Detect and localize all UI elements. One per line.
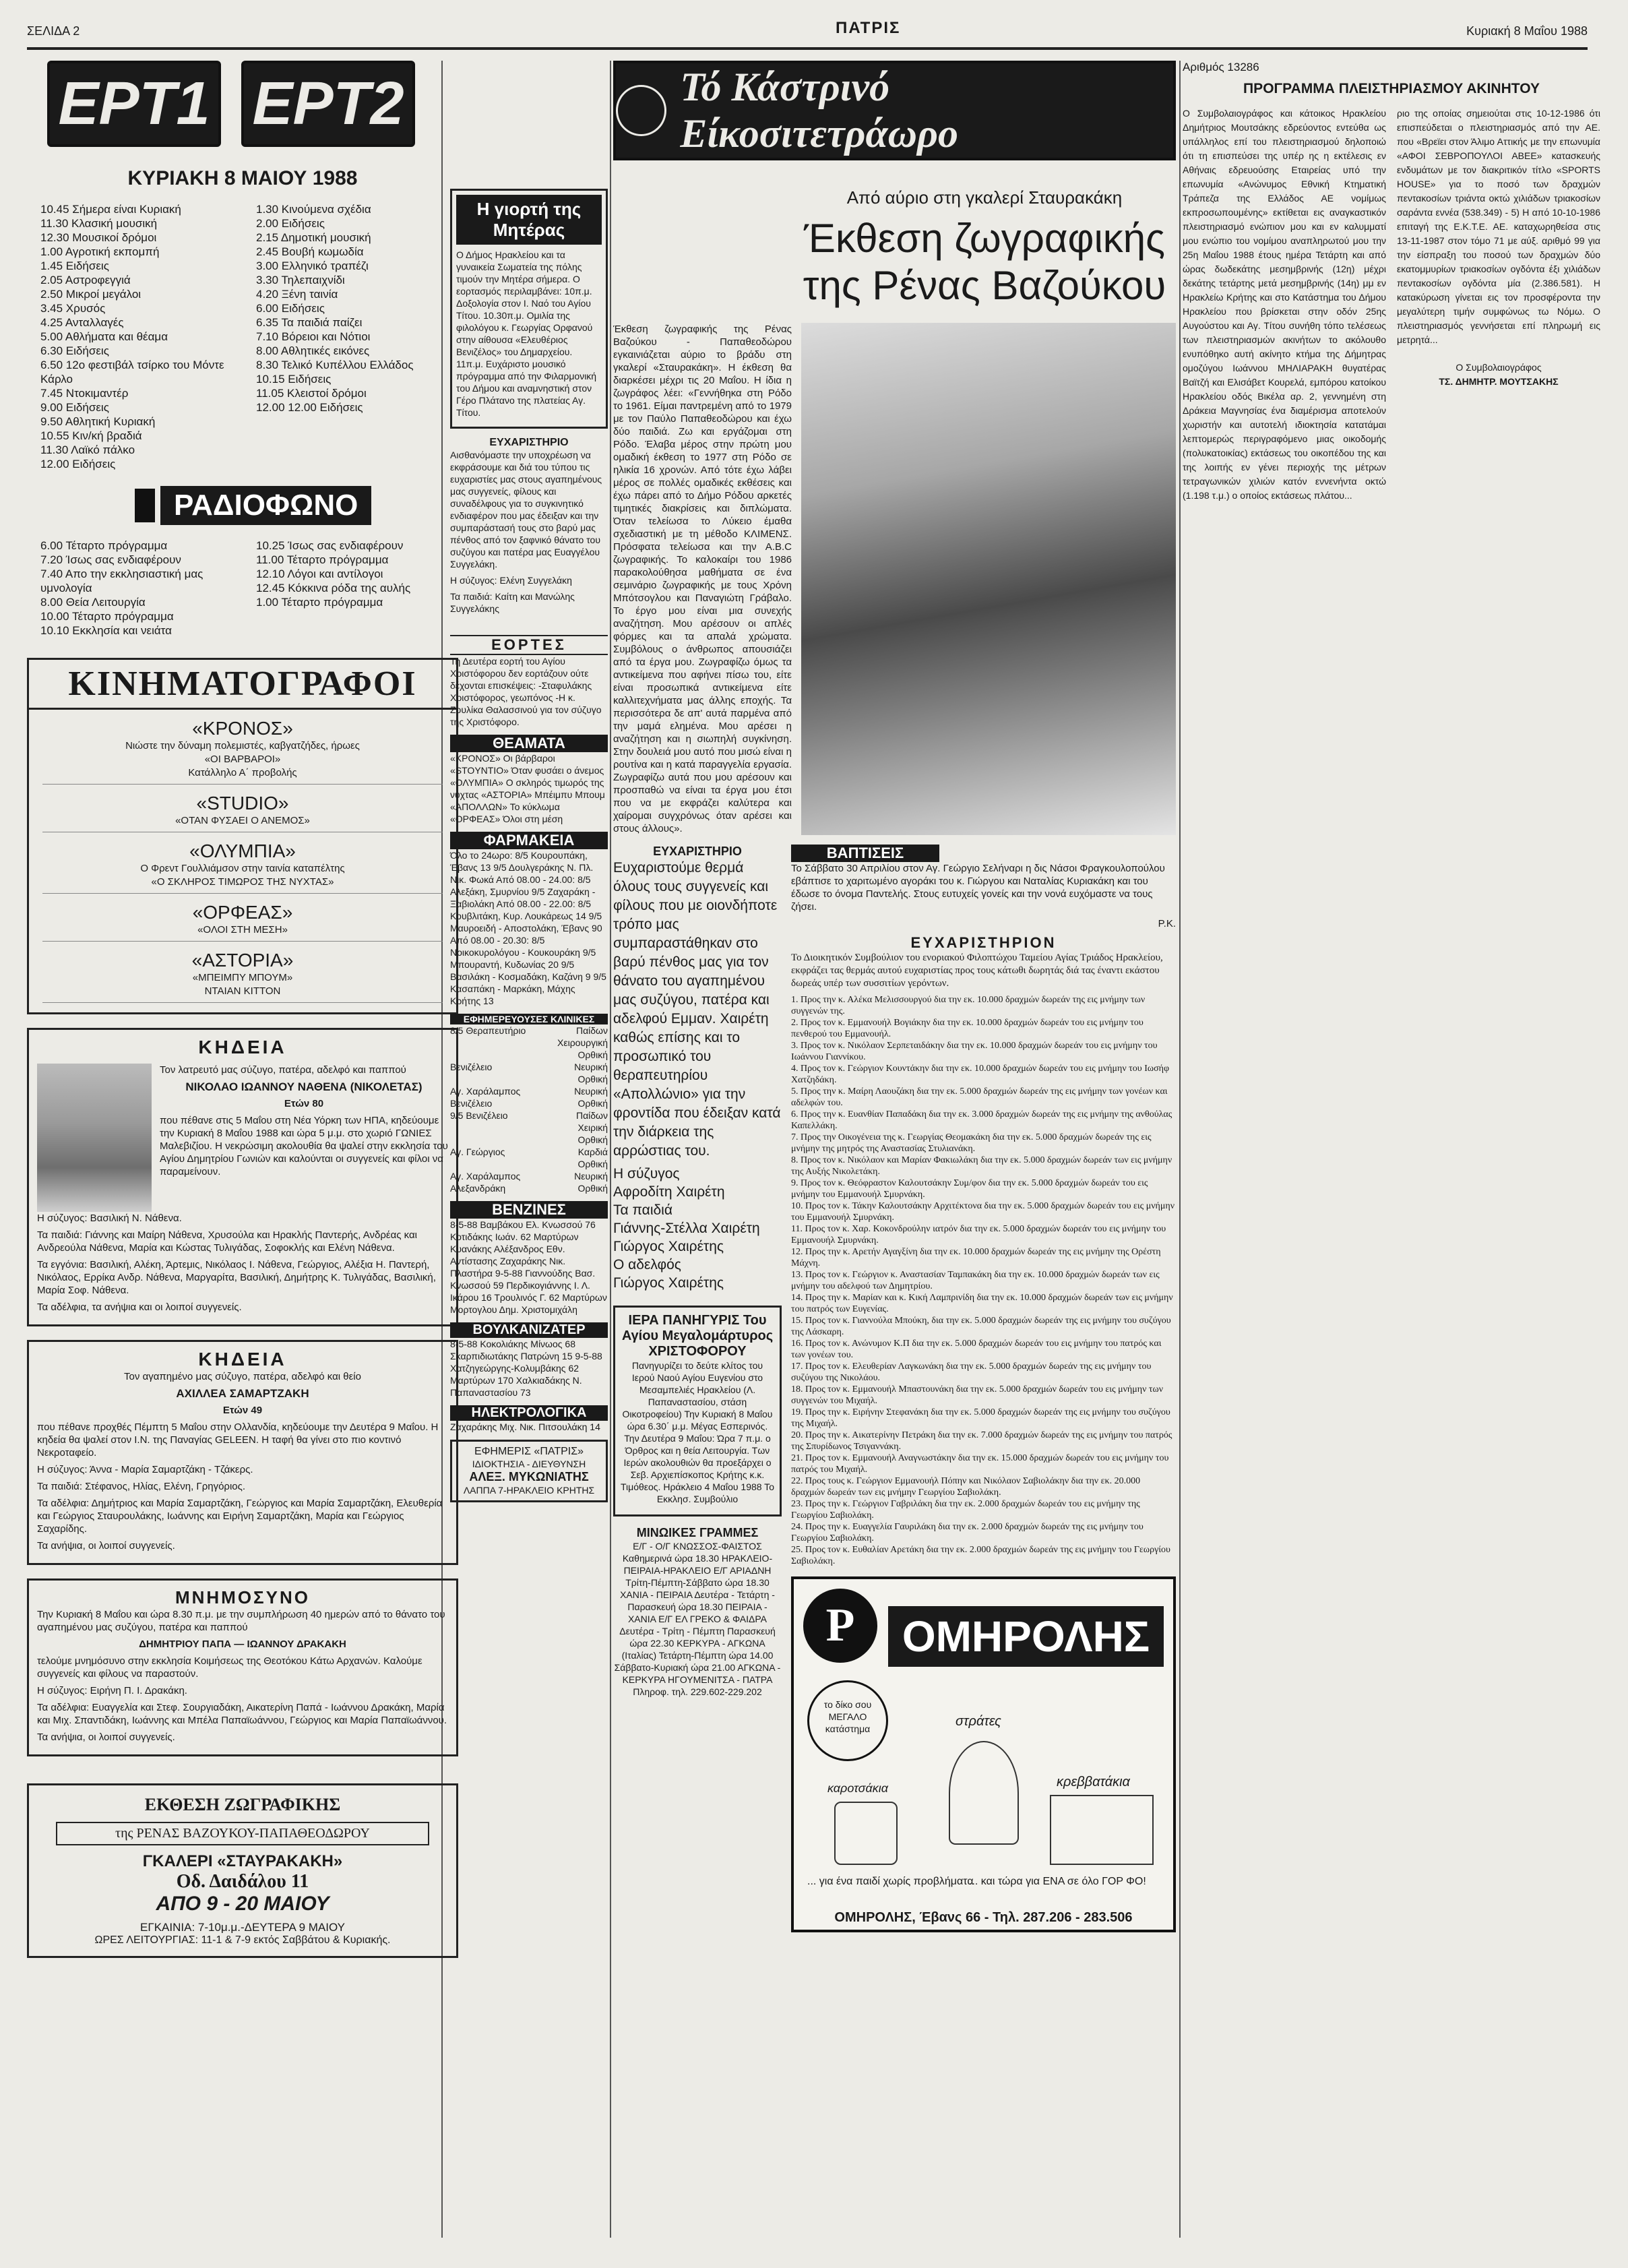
clinic-row bbox=[450, 1073, 608, 1085]
obituary-children: Τα παιδιά: Στέφανος, Ηλίας, Ελένη, Γρηγόριος. bbox=[37, 1481, 246, 1492]
electricians-title: ΗΛΕΚΤΡΟΛΟΓΙΚΑ bbox=[450, 1405, 608, 1421]
schedule-item: 1.00 Τέταρτο πρόγραμμα bbox=[256, 596, 383, 609]
donation-item: 6. Προς την κ. Ευανθίαν Παπαδάκη δια την εκ. 3.000 δραχμών δωρεάν της εις μνήμην της ανθούλας Καπελλάκη. bbox=[791, 1109, 1172, 1131]
exhibition-ad-title: ΕΚΘΕΣΗ ΖΩΓΡΑΦΙΚΗΣ bbox=[144, 1795, 341, 1814]
memorial-spouse: Η σύζυγος: Ειρήνη Π. Ι. Δρακάκη. bbox=[37, 1685, 187, 1696]
clinic-row bbox=[450, 1097, 608, 1109]
clinic-department: Ορθική bbox=[577, 1159, 608, 1169]
obituary-relatives: Τα ανήψια, οι λοιποί συγγενείς. bbox=[37, 1540, 175, 1552]
cinema-info: Κατάλληλο Α΄ προβολής bbox=[188, 767, 297, 778]
deceased-age: Ετών 49 bbox=[222, 1405, 263, 1416]
clinic-department: Παίδων bbox=[575, 1110, 608, 1121]
clinic-hospital: Αγ. Χαράλαμπος bbox=[450, 1086, 521, 1097]
schedule-item: 7.20 Ίσως σας ενδιαφέρουν bbox=[40, 553, 181, 566]
donation-item: 16. Προς τον κ. Ανώνυμον Κ.Π δια την εκ. 5.000 δραχμών δωρεάν του εις μνήμην του πατρός και των γονέων του. bbox=[791, 1339, 1162, 1360]
donation-item: 11. Προς τον κ. Χαρ. Κοκονδρούλην ιατρόν δια την εκ. 5.000 δραχμών δωρεάν του εις μνήμην του Εμμανουήλ Σμυρνάκη. bbox=[791, 1224, 1166, 1246]
clinic-department: Νευρική bbox=[574, 1062, 608, 1072]
pharmacies-box bbox=[450, 832, 608, 1007]
baptism-body: Το Σάββατο 30 Απριλίου στον Αγ. Γεώργιο Σελήναρι η δις Νάσοι Φραγκουλοπούλου εβάπτισε το χαριτωμένο αγοράκι του κ. Γιώργου και Ναταλίας Κυριακάκη και του έδωσε το όνομα Παντελής. Στους ευτυχείς γονείς και την νονά ευχόμαστε να τους ζήσει. bbox=[791, 863, 1165, 913]
donation-item: 22. Προς τους κ. Γεώργιον Εμμανουήλ Πόπην και Νικόλαον Σαβιολάκην δια την εκ. 20.000 δραχμών δωρεάν των εις μνήμην Γεωργίου Σαβιολάκη. bbox=[791, 1476, 1141, 1498]
main-left-notices bbox=[613, 845, 782, 1932]
schedule-item: 2.05 Αστροφεγγιά bbox=[40, 274, 131, 286]
exhibition-ad bbox=[27, 1783, 458, 1958]
memorial-title: ΜΝΗΜΟΣΥΝΟ bbox=[175, 1587, 311, 1607]
issue-date: Κυριακή 8 Μαΐου 1988 bbox=[1466, 24, 1588, 38]
omirolis-ad bbox=[791, 1576, 1176, 1932]
memorial-body: Την Κυριακή 8 Μαΐου και ώρα 8.30 π.μ. με την συμπλήρωση 40 ημερών από το θάνατο του αγαπημένου μας συζύγου, πατέρα και παππού bbox=[37, 1609, 445, 1633]
donation-item: 12. Προς την κ. Αρετήν Αγαγξίνη δια την εκ. 10.000 δραχμών δωρεάν της εις μνήμην της Ορέστη Μάχνη. bbox=[791, 1247, 1161, 1268]
memorial-relatives: Τα ανήψια, οι λοιποί συγγενείς. bbox=[37, 1731, 175, 1743]
schedule-item: 3.00 Ελληνικό τραπέζι bbox=[256, 259, 369, 272]
omirolis-slogan: ... για ένα παιδί χωρίς προβλήματα bbox=[807, 1876, 974, 1887]
obituary-intro: Τον αγαπημένο μας σύζυγο, πατέρα, αδελφό και θείο bbox=[124, 1371, 361, 1382]
schedule-item: 4.25 Ανταλλαγές bbox=[40, 316, 124, 329]
deceased-name: ΝΙΚΟΛΑΟ ΙΩΑΝΝΟΥ ΝΑΘΕΝΑ (ΝΙΚΟΛΕΤΑΣ) bbox=[185, 1080, 422, 1093]
cinema-listing bbox=[42, 894, 443, 942]
cinema-info: «ΜΠΕΙΜΠΥ ΜΠΟΥΜ» bbox=[192, 972, 293, 983]
schedule-item: 3.30 Τηλεπαιχνίδι bbox=[256, 274, 345, 286]
obituary-children: Τα παιδιά: Γιάννης και Μαίρη Νάθενα, Χρυσούλα και Ηρακλής Παντερής, Ανδρέας και Ανδρεούλα Νάθενα, Μαρία και Κώστας Τυλιγάδας, Σοφοκλής και Ελένη Νάθενα. bbox=[37, 1229, 417, 1254]
obituary-relatives: Τα αδέλφια, τα ανήψια και οι λοιποί συγγενείς. bbox=[37, 1301, 242, 1313]
donation-item: 20. Προς την κ. Αικατερίνην Πετράκη δια την εκ. 7.000 δραχμών δωρεάν της εις μνήμην του πατρός της Σπυρίδωνος Τσιγαννάκη. bbox=[791, 1430, 1172, 1452]
schedule-item: 2.45 Βουβή κωμωδία bbox=[256, 245, 364, 258]
publisher-line: ΙΔΙΟΚΤΗΣΙΑ - ΔΙΕΥΘΥΝΣΗ bbox=[472, 1459, 586, 1469]
clinic-department: Παίδων bbox=[575, 1025, 608, 1036]
donation-item: 3. Προς τον κ. Νικόλαον Σερπεταιδάκην δια την εκ. 10.000 δραχμών δωρεάν του εις μνήμην του Ιωάννου Γιαννίκου. bbox=[791, 1041, 1158, 1062]
electricians-box bbox=[450, 1405, 608, 1433]
cinema-name: «ΟΛΥΜΠΙΑ» bbox=[189, 840, 296, 861]
clinic-hospital: Αγ. Χαράλαμπος bbox=[450, 1171, 521, 1182]
donation-item: 24. Προς την κ. Ευαγγελία Γαυριλάκη δια την εκ. 2.000 δραχμών δωρεάν της εις μνήμην του Γεωργίου Σαβιολάκη. bbox=[791, 1522, 1144, 1543]
pharmacies-body: Όλο το 24ωρο: 8/5 Κουρουπάκη, Έβανς 13 9/5 Δουλγεράκης Ν. Πλ. Νικ. Φωκά Από 08.00 - 24.00: 8/5 Αλεξάκη, Σμυρνίου 9/5 Ζαχαράκη - Ξαβιολάκη Από 08.00 - 22.00: 8/5 Κουβλιτάκη, Κυρ. Λουκάρεως 14 9/5 Μαυροειδή - Αποστολάκη, Έβανς 90 Από 08.00 - 20.30: 8/5 Νοικοκυρολόγου - Κουκουράκη 9/5 Μπουραντή, Κυδωνίας 20 9/5 Βασιλάκη - Κοσμαδάκη, Καζάνη 9 9/5 Κασαπάκη - Μαρκάκη, Μάχης Κρήτης 13 bbox=[450, 850, 606, 1006]
cinema-listing bbox=[42, 785, 443, 832]
exhibition-ad-hours: ΩΡΕΣ ΛΕΙΤΟΥΡΓΙΑΣ: 11-1 & 7-9 εκτός Σαββάτου & Κυριακής. bbox=[94, 1934, 391, 1946]
signature-line: Τα παιδιά bbox=[613, 1202, 672, 1218]
omirolis-logo-icon: Ρ bbox=[803, 1589, 877, 1663]
cinema-name: «ΑΣΤΟΡΙΑ» bbox=[191, 950, 294, 971]
electricians-body: Ζαχαράκης Μιχ. Νικ. Πιτσουλάκη 14 bbox=[450, 1421, 600, 1432]
donation-item: 8. Προς τον κ. Νικόλαον και Μαρίαν Φακιωλάκη δια την εκ. 5.000 δραχμών δωρεάν των εις μνήμην της Αυξής Νικολετάκη. bbox=[791, 1155, 1172, 1177]
donation-item: 14. Προς την κ. Μαρίαν και κ. Κική Λαμπρινίδη δια την εκ. 10.000 δραχμών δωρεάν των εις μνήμην του πατρός των Ευγενίας. bbox=[791, 1293, 1173, 1314]
mothers-day-title: Η γιορτή της Μητέρας bbox=[456, 195, 602, 245]
schedule-item: 6.00 Τέταρτο πρόγραμμα bbox=[40, 539, 168, 552]
column-notices bbox=[445, 61, 613, 2238]
mothers-day-box bbox=[450, 189, 608, 429]
auction-title: ΠΡΟΓΡΑΜΜΑ ΠΛΕΙΣΤΗΡΙΑΣΜΟΥ ΑΚΙΝΗΤΟΥ bbox=[1243, 81, 1540, 96]
donation-item: 18. Προς τον κ. Εμμανουήλ Μπαστουνάκη δια την εκ. 5.000 δραχμών δωρεάν του εις μνήμην των συγγενών του Μιχαήλ. bbox=[791, 1384, 1164, 1406]
clinic-row bbox=[450, 1134, 608, 1146]
auction-signer: ΤΣ. ΔΗΜΗΤΡ. ΜΟΥΤΣΑΚΗΣ bbox=[1439, 376, 1559, 387]
cinema-info: Ο Φρεντ Γουλλιάμσον στην ταινία καταπέλτης bbox=[140, 863, 345, 874]
obituary-samartzakis bbox=[27, 1340, 458, 1565]
masthead-title: Τό Κάστρινό Είκοσιτετράωρο bbox=[680, 65, 958, 156]
cinema-listing bbox=[42, 832, 443, 894]
exhibition-ad-gallery: ΓΚΑΛΕΡΙ «ΣΤΑΥΡΑΚΑΚΗ» bbox=[142, 1852, 343, 1870]
schedule-item: 6.35 Τα παιδιά παίζει bbox=[256, 316, 363, 329]
schedule-item: 8.00 Θεία Λειτουργία bbox=[40, 596, 146, 609]
cinema-name: «ΚΡΟΝΟΣ» bbox=[192, 718, 293, 739]
donation-item: 2. Προς τον κ. Εμμανουήλ Βογιάκην δια την εκ. 10.000 δραχμών δωρεάν του εις μνήμην του πενθερού του Εμμανουήλ. bbox=[791, 1018, 1144, 1039]
clinic-department: Ορθική bbox=[577, 1134, 608, 1145]
obituary-grandchildren: Τα εγγόνια: Βασιλική, Αλέκη, Άρτεμις, Νικόλαος Ι. Νάθενα, Γεώργιος, Αλέξια Η. Παντερή, Νικόλαος, Ερρίκα Ανδρ. Νάθενα, Μαργαρίτα, Βασιλική, Δημήτρης Κ. Τυλιγάδας, Βασιλική, Μαρία Σοφ. Νάθενα. bbox=[37, 1259, 436, 1296]
donation-item: 17. Προς τον κ. Ελευθερίαν Λαγκωνάκη δια την εκ. 5.000 δραχμών δωρεάν της εις μνήμην του συζύγου της Νικολάου. bbox=[791, 1361, 1152, 1383]
clinic-hospital: Βενιζέλειο bbox=[450, 1098, 493, 1109]
deceased-name: ΑΧΙΛΛΕΑ ΣΑΜΑΡΤΖΑΚΗ bbox=[176, 1387, 309, 1400]
fuel-body: 8-5-88 Βαμβάκου Ελ. Κνωσσού 76 Κοτιδάκης Ιωάν. 62 Μαρτύρων Κυανάκης Αλέξανδρος Εθν. Αντίστασης Ζαχαράκης Νικ. Πλαστήρα 9-5-88 Γιαννούδης Βασ. Κνωσσού 59 Περδικογιάννης Ι. Λ. Ικάρου 16 Τρουλινός Γ. 62 Μαρτύρων Μορτογλου Δημ. Χριστομιχάλη bbox=[450, 1219, 607, 1315]
signature-line: Η σύζυγος bbox=[613, 1166, 680, 1182]
ert2-logo: ΕΡΤ2 bbox=[241, 61, 415, 147]
publisher-address: ΛΑΠΠΑ 7-ΗΡΑΚΛΕΙΟ ΚΡΗΤΗΣ bbox=[463, 1485, 595, 1496]
publisher-box bbox=[450, 1440, 608, 1502]
panigyris-box bbox=[613, 1306, 782, 1516]
main-lower bbox=[613, 845, 1176, 1932]
radio-banner bbox=[135, 486, 458, 525]
schedule-item: 5.00 Αθλήματα και θέαμα bbox=[40, 330, 168, 343]
clinic-row bbox=[450, 1182, 608, 1194]
schedule-item: 10.55 Κιν/κή βραδιά bbox=[40, 429, 142, 442]
ferries-body: Ε/Γ - Ο/Γ ΚΝΩΣΣΟΣ-ΦΑΙΣΤΟΣ Καθημερινά ώρα 18.30 ΗΡΑΚΛΕΙΟ-ΠΕΙΡΑΙΑ-ΗΡΑΚΛΕΙΟ Ε/Γ ΑΡΙΑΔΝΗ Τρίτη-Πέμπτη-Σάββατο ώρα 18.30 ΧΑΝΙΑ - ΠΕΙΡΑΙΑ Δευτέρα - Τετάρτη - Παρασκευή ώρα 18.30 ΠΕΙΡΑΙΑ - ΧΑΝΙΑ Ε/Γ ΕΛ ΓΡΕΚΟ & ΦΑΙΔΡΑ Δευτέρα - Τρίτη - Πέμπτη Παρασκευή ώρα 22.30 ΚΕΡΚΥΡΑ - ΑΓΚΩΝΑ (Ιταλίας) Τετάρτη-Πέμπτη ώρα 14.00 Σάββατο-Κυριακή ώρα 21.00 ΑΓΚΩΝΑ - ΚΕΡΚΥΡΑ ΗΓΟΥΜΕΝΙΤΣΑ - ΠΑΤΡΑ Πληροφ. τηλ. 229.602-229.202 bbox=[614, 1541, 781, 1697]
omirolis-ad-star: το δίκο σου ΜΕΓΑΛΟ κατάστημα bbox=[807, 1680, 888, 1761]
obituary-spouse: Η σύζυγος: Άννα - Μαρία Σαμαρτζάκη - Τζάκερς. bbox=[37, 1464, 253, 1475]
clinic-department: Χειρική bbox=[577, 1122, 608, 1133]
schedule-item: 9.00 Ειδήσεις bbox=[40, 401, 109, 414]
story-headline: Έκθεση ζωγραφικής της Ρένας Βαζούκου bbox=[803, 216, 1166, 308]
signature-line: Αφροδίτη Χαιρέτη bbox=[613, 1184, 725, 1200]
page-header bbox=[27, 20, 1588, 50]
clinic-row bbox=[450, 1085, 608, 1097]
clinic-row bbox=[450, 1037, 608, 1049]
cinema-info: Νιώστε την δύναμη πολεμιστές, καβγατζήδες, ήρωες bbox=[125, 740, 360, 752]
cinema-info: «ΟΛΟΙ ΣΤΗ ΜΕΣΗ» bbox=[197, 924, 288, 936]
ad-item-cribs: κρεββατάκια bbox=[1057, 1775, 1130, 1789]
schedule-item: 11.30 Κλασική μουσική bbox=[40, 217, 158, 230]
cinema-info: ΝΤΑΙΑΝ ΚΙΤΤΟΝ bbox=[204, 985, 281, 997]
schedule-item: 12.10 Λόγοι και αντίλογοι bbox=[256, 568, 383, 580]
auction-signature: Ο Συμβολαιογράφος bbox=[1455, 362, 1542, 373]
radio-schedule-right bbox=[256, 539, 458, 638]
memorial-siblings: Τα αδέλφια: Ευαγγελία και Στεφ. Σουργιαδάκη, Αικατερίνη Παπά - Ιωάννου Δρακάκη, Μαρία και Μιχ. Σπαντιδάκη, Ιωάννης και Μπέλα Παπαϊωάννου, Γεώργιος και Μαρία Παπαϊωάννου. bbox=[37, 1702, 447, 1726]
schedule-item: 10.10 Εκκλησία και νειάτα bbox=[40, 624, 172, 637]
thanks-syggelakis bbox=[450, 437, 608, 615]
schedule-item: 12.45 Κόκκινα ρόδα της αυλής bbox=[256, 582, 411, 594]
cinemas-list bbox=[29, 710, 456, 1003]
ferries-title: ΜΙΝΩΙΚΕΣ ΓΡΑΜΜΕΣ bbox=[636, 1526, 759, 1539]
cinema-info: «ΟΤΑΝ ΦΥΣΑΕΙ Ο ΑΝΕΜΟΣ» bbox=[175, 815, 310, 826]
donation-item: 25. Προς τον κ. Ευθαλίαν Αρετάκη δια την εκ. 2.000 δραχμών δωρεάν της εις μνήμην του Γεωργίου Σαβιολάκη. bbox=[791, 1545, 1170, 1566]
thanks-hairetis-body: Ευχαριστούμε θερμά όλους τους συγγενείς και φίλους που με οιονδήποτε τρόπο μας συμπαραστάθηκαν στο βαρύ πένθος μας για τον θάνατο του αγαπημένου μας συζύγου, πατέρα και αδελφού Εμμαν. Χαιρέτη καθώς επίσης και το προσωπικό του θεραπευτηρίου «Απολλώνιο» για την φροντίδα που έδειξαν κατά την διάρκεια της αρρώστιας του. bbox=[613, 860, 781, 1159]
clinic-hospital: Αγ. Γεώργιος bbox=[450, 1146, 505, 1157]
donation-item: 15. Προς τον κ. Γιαννούλα Μπούκη, δια την εκ. 5.000 δραχμών δωρεάν της εις μνήμην του συζύγου της Λάσκαρη. bbox=[791, 1316, 1171, 1337]
donation-item: 5. Προς την κ. Μαίρη Λαουζάκη δια την εκ. 5.000 δραχμών δωρεάν της εις μνήμην των γονέων και αδελφών του. bbox=[791, 1086, 1168, 1108]
clinics-box bbox=[450, 1014, 608, 1194]
schedule-item: 10.25 Ίσως σας ενδιαφέρουν bbox=[256, 539, 404, 552]
ad-item-walkers: στράτες bbox=[956, 1714, 1001, 1729]
thanks-charity-title: ΕΥΧΑΡΙΣΤΗΡΙΟΝ bbox=[910, 934, 1057, 951]
schedule-item: 7.10 Βόρειοι και Νότιοι bbox=[256, 330, 371, 343]
exhibition-ad-street: Οδ. Δαιδάλου 11 bbox=[176, 1871, 309, 1892]
radio-icon bbox=[135, 489, 155, 522]
clinic-department: Ορθική bbox=[577, 1098, 608, 1109]
signature-line: Γιάννης-Στέλλα Χαιρέτη bbox=[613, 1221, 760, 1236]
schedule-item: 2.15 Δημοτική μουσική bbox=[256, 231, 371, 244]
clinic-row bbox=[450, 1061, 608, 1073]
schedule-item: 9.50 Αθλητική Κυριακή bbox=[40, 415, 156, 428]
schedule-item: 4.20 Ξένη ταινία bbox=[256, 288, 338, 301]
column-auction bbox=[1183, 61, 1600, 2238]
thanks-hairetis-signatures bbox=[613, 1165, 782, 1292]
clinic-hospital: 8/5 Θεραπευτήριο bbox=[450, 1025, 526, 1036]
column-tv-cinema-obituaries bbox=[27, 61, 458, 2238]
signature-line: Γιώργος Χαιρέτης bbox=[613, 1275, 724, 1291]
panigyris-title: ΙΕΡΑ ΠΑΝΗΓΥΡΙΣ Του Αγίου Μεγαλομάρτυρος ΧΡΙΣΤΟΦΟΡΟΥ bbox=[621, 1313, 774, 1359]
baptism-title: ΒΑΠΤΙΣΕΙΣ bbox=[791, 845, 939, 862]
story-kicker: Από αύριο στη γκαλερί Σταυρακάκη bbox=[846, 187, 1123, 208]
auction-body-right-text: ριο της οποίας σημειούται στις 10-12-1986 ότι επισπεύδεται ο πλειστηριασμός από την ΑΕ. που «Βρεϊει στον Άλιμο Αττικής με την επωνυμία «ΑΦΟΙ ΣΕΒΡΟΠΟΥΛΟΙ ΑΒΕΕ» κατασκευής ενδυμάτων με τον διακριτικόν τίτλο «SPORTS HOUSE» για το ποσό των δραχμών πεντακοσίων τριάντα οκτώ χιλιάδων τριακοσίων σαράντα εννέα (538.349) - 5) Η από 10-10-1986 επιταγή της Ε.Κ.Τ.Ε. ΑΕ. καταχωρηθείσα στις 13-11-1987 στον τόμο 71 με αύξ. αριθμό 99 για την είσπραξη του ποσού των δραχμών δύο εκατομμυρίων τριακοσίων ογδόντα έξι χιλιάδων πεντακοσίων ογδόντα μία (2.386.581). Η κατακύρωση γίνεται εις τον προσφέροντα την μεγαλύτερη τιμήν συμφώνως τω Νόμω. Ο πλειστηριασμός γεννήσεται επί πληρωμή εις μετρητά... bbox=[1397, 108, 1600, 345]
auction-body-right bbox=[1397, 106, 1600, 503]
ferries-box bbox=[613, 1526, 782, 1698]
exhibition-ad-artist: της ΡΕΝΑΣ ΒΑΖΟΥΚΟΥ-ΠΑΠΑΘΕΟΔΩΡΟΥ bbox=[56, 1822, 429, 1845]
memorial-body2: τελούμε μνημόσυνο στην εκκλησία Κοιμήσεως της Θεοτόκου Κάτω Αρχανών. Καλούμε συγγενείς και φίλους να παραστούν. bbox=[37, 1655, 422, 1680]
walker-icon bbox=[949, 1741, 1019, 1845]
cinema-name: «ΟΡΦΕΑΣ» bbox=[192, 902, 293, 923]
donation-item: 21. Προς τον κ. Εμμανουήλ Αναγνωστάκην δια την εκ. 15.000 δραχμών δωρεάν του εις μνήμην του πατρός του Μιχαήλ. bbox=[791, 1453, 1169, 1475]
holidays-title: ΕΟΡΤΕΣ bbox=[450, 635, 608, 655]
obituary-siblings: Τα αδέλφια: Δημήτριος και Μαρία Σαμαρτζάκη, Γεώργιος και Μαρία Σαμαρτζάκη, Ελευθερία και Γεώργιος Σταυρουλάκης, Ιωάννης και Ειρήνη Σαμαρτζάκη, Μαρία και Γεώργιος Σαχαρίδης. bbox=[37, 1498, 443, 1535]
section-masthead bbox=[613, 61, 1176, 160]
schedule-item: 1.30 Κινούμενα σχέδια bbox=[256, 203, 371, 216]
memorial-notice bbox=[27, 1579, 458, 1756]
thanks-body: Αισθανόμαστε την υποχρέωση να εκφράσουμε και διά του τύπου τις ευχαριστίες μας στους αγαπημένους μας συγγενείς, φίλους και συναδέλφους για το συγκινητικό ενδιαφέρον που μας έδειξαν και την συμπαράστασή τους στο βαρύ μας πένθος από τον ξαφνικό θάνατο του συζύγου και πατέρα μας Ευαγγέλου Συγγελάκη. bbox=[450, 450, 602, 570]
cinemas-title: ΚΙΝΗΜΑΤΟΓΡΑΦΟΙ bbox=[29, 660, 456, 710]
schedule-item: 1.00 Αγροτική εκπομπή bbox=[40, 245, 160, 258]
omirolis-ad-title: ΟΜΗΡΟΛΗΣ bbox=[888, 1606, 1164, 1667]
donation-item: 7. Προς την Οικογένεια της κ. Γεωργίας Θεομακάκη δια την εκ. 5.000 δραχμών δωρεάν της εις μνήμην της μητρός της Αναστασίας Στυλιανάκη. bbox=[791, 1132, 1152, 1154]
schedule-item: 6.50 12ο φεστιβάλ τσίρκο του Μόντε Κάρλο bbox=[40, 359, 224, 386]
tv-date: ΚΥΡΙΑΚΗ 8 ΜΑΙΟΥ 1988 bbox=[127, 167, 358, 189]
signature-line: Ο αδελφός bbox=[613, 1257, 681, 1273]
schedule-item: 11.30 Λαϊκό πάλκο bbox=[40, 443, 135, 456]
radio-schedule-left bbox=[40, 539, 243, 638]
clinic-hospital: 9/5 Βενιζέλειο bbox=[450, 1110, 508, 1121]
clinic-department: Ορθική bbox=[577, 1183, 608, 1194]
donation-item: 1. Προς την κ. Αλέκα Μελισσουργού δια την εκ. 10.000 δραχμών δωρεάν της εις μνήμην των συγγενών της. bbox=[791, 995, 1146, 1016]
publisher-title: ΕΦΗΜΕΡΙΣ «ΠΑΤΡΙΣ» bbox=[474, 1446, 584, 1457]
mothers-day-body: Ο Δήμος Ηρακλείου και τα γυναικεία Σωματεία της πόλης τιμούν την Μητέρα σήμερα. Ο εορτασμός περιλαμβάνει: 10π.μ. Δοξολογία στον Ι. Ναό του Αγίου Τίτου. 10.30π.μ. Ομιλία της φιλολόγου κ. Γεωργίας Ορφανού στην αίθουσα «Ελευθέριος Βενιζέλος» του Δημαρχείου. 11π.μ. Ευχάριστο μουσικό πρόγραμμα από την Φιλαρμονική του Δήμου και αναμνηστική στον Γέρο Πλάτανο της πλατείας Αγ. Τίτου. bbox=[456, 249, 597, 418]
cinemas-box bbox=[27, 658, 458, 1014]
painting-photo bbox=[801, 323, 1176, 835]
schedule-item: 10.15 Ειδήσεις bbox=[256, 373, 332, 386]
page-number: ΣΕΛΙΔΑ 2 bbox=[27, 24, 80, 38]
vulcanizers-body: 8-5-88 Κοκολιάκης Μίνωος 68 Σκαρπιδιωτάκης Πατρώνη 15 9-5-88 Χατζηγεώργης-Κολυμβάκης 62 Μαρτύρων 170 Χαλκιαδάκης Ν. Παπαναστασίου 73 bbox=[450, 1339, 602, 1398]
exhibition-ad-dates: ΑΠΟ 9 - 20 ΜΑΙΟΥ bbox=[156, 1893, 330, 1915]
notice-number: Αριθμός 13286 bbox=[1183, 61, 1259, 73]
portrait-photo bbox=[37, 1064, 152, 1212]
clinic-row bbox=[450, 1170, 608, 1182]
schedule-item: 6.30 Ειδήσεις bbox=[40, 344, 109, 357]
ert1-schedule bbox=[40, 202, 243, 471]
vulcanizers-box bbox=[450, 1322, 608, 1399]
donation-item: 9. Προς τον κ. Θεόφραστον Καλουτσάκην Συμ/φον δια την εκ. 5.000 δραχμών δωρεάν του εις μνήμην του Εμμανουήλ Σμυρνάκη. bbox=[791, 1178, 1148, 1200]
main-right-notices bbox=[791, 845, 1176, 1932]
donation-item: 19. Προς την κ. Ειρήνην Στεφανάκη δια την εκ. 5.000 δραχμών δωρεάν της εις μνήμην του συζύγου της Μιχαήλ. bbox=[791, 1407, 1170, 1429]
memorial-name: ΔΗΜΗΤΡΙΟΥ ΠΑΠΑ — ΙΩΑΝΝΟΥ ΔΡΑΚΑΚΗ bbox=[139, 1638, 346, 1650]
obituary-title: ΚΗΔΕΙΑ bbox=[198, 1349, 287, 1370]
cinema-listing bbox=[42, 942, 443, 1003]
schedule-item: 8.30 Τελικό Κυπέλλου Ελλάδος bbox=[256, 359, 414, 371]
schedule-item: 7.40 Απο την εκκλησιαστική μας υμνολογία bbox=[40, 568, 204, 594]
schedule-item: 10.45 Σήμερα είναι Κυριακή bbox=[40, 203, 181, 216]
column-rule bbox=[1179, 61, 1181, 2238]
panigyris-body: Πανηγυρίζει το δεύτε κλίτος του Ιερού Ναού Αγίου Ευγενίου στο Μεσαμπελιές Ηρακλείου (Λ. Παπαναστασίου, στάση Οικοτροφείου) Την Κυριακή 8 Μαΐου ώρα 6.30΄ μ.μ. Μέγας Εσπερινός. Την Δευτέρα 9 Μαΐου: Ώρα 7 π.μ. ο Όρθρος και η θεία Λειτουργία. Των Ιερών ακολουθιών θα προεξάρχει ο Σεβ. Αρχιεπίσκοπος Κρήτης κ.κ. Τιμόθεος. Ηράκλειο 4 Μαΐου 1988 Το Εκκλησ. Συμβούλιο bbox=[621, 1360, 774, 1504]
donations-list bbox=[791, 994, 1176, 1567]
crib-icon bbox=[1050, 1795, 1154, 1865]
cinema-listing bbox=[42, 710, 443, 785]
city-seal-icon bbox=[616, 85, 666, 136]
clinic-department: Χειρουργική bbox=[557, 1037, 608, 1048]
baptism-box bbox=[791, 845, 1176, 930]
thanks-hairetis-title: ΕΥΧΑΡΙΣΤΗΡΙΟ bbox=[653, 845, 742, 858]
ert2-schedule bbox=[256, 202, 458, 471]
story-body: Έκθεση ζωγραφικής της Ρένας Βαζούκου - Παπαθεοδώρου εγκαινιάζεται αύριο το βράδυ στη γκαλερί «Σταυρακάκη». Η έκθεση θα διαρκέσει μέχρι τις 20 Μαΐου. Η ίδια η ζωγράφος λέει: «Γεννήθηκα στη Ρόδο το 1961. Είμαι παντρεμένη από το 1979 με τον Παύλο Παπαθεοδώρου και έχω δύο παιδιά. Ζω και εργάζομαι στη Ρόδο. Έλαβα μέρος στην πρώτη μου ομαδική έκθεση το 1977 στη Ρόδο σε ηλικία 16 χρονών. Από τότε έχω λάβει μέρος σε πολλές ομαδικές εκθέσεις και έχω πάρει από το Δήμο Ρόδου αρκετές τιμητικές διακρίσεις και διπλώματα. Όταν τελείωσα το Λύκειο έμαθα σχεδιαστική με τη μέθοδο ΚΛΙΜΕΝΣ. Πρόσφατα τελείωσα και την Α.Β.C ζωγραφικής. Το καλοκαίρι του 1986 παρακολούθησα μαθήματα σε ένα σεμινάριο ζωγραφικής με τους Χρόνη Μπότσογλου και Παναγιώτη Γράβαλο. Το έργο μου είναι μια συνεχής αναζήτηση. Μου αρέσουν οι απλές φόρμες και τα απαλά χρώματα. Συμβόλους ο άνθρωπος απουσιάζει από τα έργα μου. Ζωγραφίζω όμως τα αντικείμενα που αφήνει πίσω του, είτε είναι προσωπικά αντικείμενα είτε καλλιτεχνήματα μας άλλης εποχής. Τα περισσότερα δε απ' αυτά παρμένα από την μαμά ελημένα. Μου αρέσει η αναζήτηση και η σιωπηλή συγκίνηση. Στην δουλειά μου αυτό που μισώ είναι η ρουτίνα και η κατά παραγγελία εργασία. Ζωγραφίζω αυτά που μου αρέσουν και προσπαθώ να είναι τα έργα μου έτσι που να με εκφράζει καλύτερα και χαίρομαι συγχρόνως όταν αρέσει και στους άλλους». bbox=[613, 324, 792, 834]
donation-item: 23. Προς την κ. Γεώργιον Γαβριλάκη δια την εκ. 2.000 δραχμών δωρεάν του εις μνήμην της Γεωργίου Σαβιολάκη. bbox=[791, 1499, 1140, 1521]
cinema-info: «ΟΙ ΒΑΡΒΑΡΟΙ» bbox=[204, 754, 281, 765]
tv-logos bbox=[47, 61, 458, 147]
schedule-item: 2.00 Ειδήσεις bbox=[256, 217, 325, 230]
schedule-item: 12.30 Μουσικοί δρόμοι bbox=[40, 231, 157, 244]
schedule-item: 12.00 12.00 Ειδήσεις bbox=[256, 401, 363, 414]
schedule-item: 8.00 Αθλητικές εικόνες bbox=[256, 344, 370, 357]
shows-title: ΘΕΑΜΑΤΑ bbox=[450, 735, 608, 752]
clinic-department: Νευρική bbox=[574, 1086, 608, 1097]
obituary-body: που πέθανε στις 5 Μαΐου στη Νέα Υόρκη των ΗΠΑ, κηδεύουμε την Κυριακή 8 Μαΐου 1988 και ώρα 5 μ.μ. στο χωριό ΓΩΝΙΕΣ Μαλεβιζίου. Η νεκρώσιμη ακολουθία θα ψαλεί στην εκκλησία του Αγίου Δημητρίου Γωνιών και καλούνται οι συγγενείς και φίλοι να παραμείνουν. bbox=[160, 1115, 448, 1177]
deceased-age: Ετών 80 bbox=[284, 1098, 324, 1109]
omirolis-slogan2: ... και τώρα για ΕΝΑ σε όλο ΓΟΡ ΦΟ! bbox=[969, 1876, 1146, 1887]
obituary-spouse: Η σύζυγος: Βασιλική Ν. Νάθενα. bbox=[37, 1213, 182, 1224]
clinic-hospital: Βενιζέλειο bbox=[450, 1062, 493, 1072]
obituary-body: που πέθανε προχθές Πέμπτη 5 Μαΐου στην Ολλανδία, κηδεύουμε την Δευτέρα 9 Μαΐου. Η κηδεία θα ψαλεί στον Ι.Ν. της Παναγίας GELEEN. Η ταφή θα γίνει στο πιο κοντινό Νεκροταφείο. bbox=[37, 1421, 439, 1459]
tv-schedule bbox=[27, 202, 458, 471]
schedule-item: 2.50 Μικροί μεγάλοι bbox=[40, 288, 142, 301]
obituary-intro: Τον λατρευτό μας σύζυγο, πατέρα, αδελφό και παππού bbox=[160, 1064, 406, 1076]
clinic-hospital: Αλεξανδράκη bbox=[450, 1183, 506, 1194]
column-main bbox=[613, 61, 1176, 2238]
newspaper-name: ΠΑΤΡΙΣ bbox=[829, 19, 907, 38]
fuel-title: ΒΕΝΖΙΝΕΣ bbox=[450, 1201, 608, 1219]
radio-title: ΡΑΔΙΟΦΩΝΟ bbox=[160, 486, 371, 525]
clinic-department: Ορθική bbox=[577, 1049, 608, 1060]
schedule-item: 11.05 Κλειστοί δρόμοι bbox=[256, 387, 367, 400]
ert1-logo: ΕΡΤ1 bbox=[47, 61, 221, 147]
shows-body: «ΚΡΟΝΟΣ» Οι βάρβαροι «STOYNTIO» Όταν φυσάει ο άνεμος «ΟΛΥΜΠΙΑ» Ο σκληρός τιμωρός της νύχτας «ΑΣΤΟΡΙΑ» Μπέιμπυ Μπουμ «ΑΠΟΛΛΩΝ» Το κύκλωμα «ΟΡΦΕΑΣ» Όλοι στη μέση bbox=[450, 753, 605, 824]
radio-schedule bbox=[27, 539, 458, 638]
thanks-sig-kids: Τα παιδιά: Καίτη και Μανώλης Συγγελάκης bbox=[450, 591, 575, 614]
donation-item: 13. Προς τον κ. Γεώργιον κ. Αναστασίαν Ταμπακάκη δια την εκ. 10.000 δραχμών δωρεάν των εις μνήμην του αδελφού των Δημητρίου. bbox=[791, 1270, 1160, 1291]
schedule-item: 3.45 Χρυσός bbox=[40, 302, 106, 315]
holidays-box bbox=[450, 635, 608, 728]
ad-item-strollers: καροτσάκια bbox=[827, 1781, 888, 1795]
clinic-row bbox=[450, 1109, 608, 1122]
signature-line: Γιώργος Χαιρέτης bbox=[613, 1239, 724, 1254]
schedule-item: 6.00 Ειδήσεις bbox=[256, 302, 325, 315]
obituary-nathena bbox=[27, 1028, 458, 1326]
shows-box bbox=[450, 735, 608, 825]
schedule-item: 10.00 Τέταρτο πρόγραμμα bbox=[40, 610, 174, 623]
cinema-name: «STUDIO» bbox=[196, 793, 289, 814]
clinic-department: Ορθική bbox=[577, 1074, 608, 1084]
baptism-signature: Ρ.Κ. bbox=[1158, 918, 1176, 929]
exhibition-ad-opening: ΕΓΚΑΙΝΙΑ: 7-10μ.μ.-ΔΕΥΤΕΡΑ 9 ΜΑΙΟΥ bbox=[140, 1921, 345, 1934]
schedule-item: 12.00 Ειδήσεις bbox=[40, 458, 116, 470]
clinic-row bbox=[450, 1024, 608, 1037]
holidays-body: Τη Δευτέρα εορτή του Αγίου Χριστόφορου δεν εορτάζουν ούτε δέχονται επισκέψεις: -Σταφυλάκης Χριστόφορος, γεωπόνος -Η κ. Ζουλίκα Θαλασσινού για τον σύζυγο της Χριστόφορο. bbox=[450, 656, 602, 727]
donation-item: 10. Προς τον κ. Τάκην Καλουτσάκην Αρχιτέκτονα δια την εκ. 5.000 δραχμών δωρεάν του εις μνήμην του Εμμανουήλ Σμυρνάκη. bbox=[791, 1201, 1175, 1223]
schedule-item: 11.00 Τέταρτο πρόγραμμα bbox=[256, 553, 389, 566]
clinic-department: Καρδιά bbox=[577, 1146, 608, 1157]
omirolis-footer: ΟΜΗΡΟΛΗΣ, Έβανς 66 - Τηλ. 287.206 - 283.506 bbox=[834, 1910, 1133, 1925]
clinic-department: Νευρική bbox=[574, 1171, 608, 1182]
fuel-box bbox=[450, 1201, 608, 1316]
cinema-info: «Ο ΣΚΛΗΡΟΣ ΤΙΜΩΡΟΣ ΤΗΣ ΝΥΧΤΑΣ» bbox=[151, 876, 334, 888]
clinic-row bbox=[450, 1049, 608, 1061]
donation-item: 4. Προς τον κ. Γεώργιον Κουντάκην δια την εκ. 10.000 δραχμών δωρεάν του εις μνήμην του Ιωσήφ Χατζηδάκη. bbox=[791, 1064, 1170, 1085]
stroller-icon bbox=[834, 1802, 898, 1865]
schedule-item: 7.45 Ντοκιμαντέρ bbox=[40, 387, 129, 400]
clinic-row bbox=[450, 1122, 608, 1134]
clinic-row bbox=[450, 1158, 608, 1170]
pharmacies-title: ΦΑΡΜΑΚΕΙΑ bbox=[450, 832, 608, 849]
story-body-row bbox=[613, 323, 1176, 835]
schedule-item: 1.45 Ειδήσεις bbox=[40, 259, 109, 272]
thanks-charity-intro: Το Διοικητικόν Συμβούλιον του ενοριακού Φιλοπτώχου Ταμείου Αγίας Τριάδος Ηρακλείου, εκφράζει τας θερμάς αυτού ευχαριστίας προς τους κάτωθι δωρητάς διά τας έναντι εκάστου δωρεάς υπέρ των συσσιτίων γερόντων. bbox=[791, 952, 1163, 989]
clinics-list bbox=[450, 1024, 608, 1194]
obituary-title: ΚΗΔΕΙΑ bbox=[198, 1037, 287, 1058]
clinic-row bbox=[450, 1146, 608, 1158]
publisher-name: ΑΛΕΞ. ΜΥΚΩΝΙΑΤΗΣ bbox=[469, 1470, 589, 1483]
thanks-title: ΕΥΧΑΡΙΣΤΗΡΙΟ bbox=[489, 437, 569, 448]
auction-body-left: Ο Συμβολαιογράφος και κάτοικος Ηρακλείου Δημήτριος Μουτσάκης εδρεύοντος εντεύθα ως υπάλληλος επί του πλειστηριασμού δηλοποιώ ότι τη επισπεύσει της υπέρ ης η εκτέλεσις εν Αθήναις εδρευούσης Εταιρείας υπό την επωνυμία «Ανώνυμος Εθνική Κτηματική Τράπεζα της Ελλάδος ΑΕ νομίμως εκπροσωπουμένης» εκτίθεται εις αναγκαστικόν πλειστηριασμό ενώπιον μου και εν καλυμματί μου ενώπιο του νομίμου αναπληρωτού μου την 25η Μαΐου 1988 έτους ημέρα Τετάρτη και από ώρας δωδεκάτης μεσημβρινής (12η) μέχρι δεκάτης τετάρτης μετά μεσημβρινής (14η) μμ εν Ηρακλείω Κρήτης και στο Κατάστημα του Δήμου Ηρακλείου που βρίσκεται στην οδόν 25ης Αυγούστου και Αγ. Τίτου συνήθη τόπο τελέσεως των πλειστηριασμών ακινήτων το ακόλουθο ενυπόθηκο αυτή ακίνητο κτήμα της Δήμητρας ομοζύγου Ιωάννου ΜΗΛΙΑΡΑΚΗ θυγατέρας Βαϊτζή και Ελισάβετ Κουρελά, εμπόρου κατοίκου Ηρακλείου οδός Βικέλα αρ. 2, γεννημένη στη Δράκεια Μαγνησίας ένα διαμέρισμα αποτελούν χωριστήν και αυτοτελή ιδιοκτησία κατατάμαι λεπτομερώς περιγραφόμενο μιας οικοδομής (πολυκατοικίας) εκτάσεως του οικοπέδου της και της λοιπής εν γένει περιοχής της μέτρων τετραγωνικών χιλιών κατόν εννενήντα οκτώ (1.198 τ.μ.) ο οποίος εκτάσεως πλάτου... bbox=[1183, 108, 1386, 501]
thanks-sig-wife: Η σύζυγος: Ελένη Συγγελάκη bbox=[450, 575, 572, 586]
vulcanizers-title: ΒΟΥΛΚΑΝΙΖΑΤΕΡ bbox=[450, 1322, 608, 1338]
clinics-title: ΕΦΗΜΕΡΕΥΟΥΣΕΣ ΚΛΙΝΙΚΕΣ bbox=[450, 1014, 608, 1024]
